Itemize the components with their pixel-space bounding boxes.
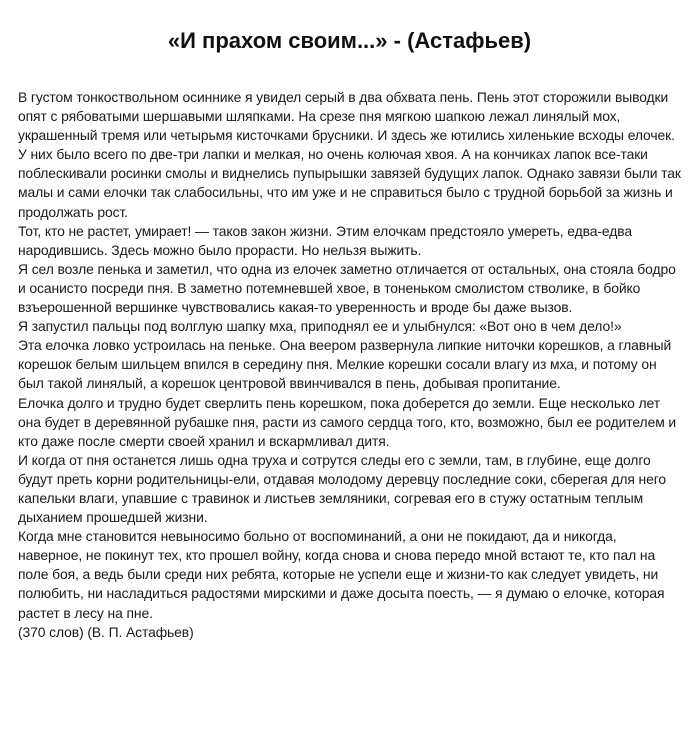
word-count-attribution: (370 слов) (В. П. Астафьев): [18, 623, 194, 640]
paragraph: Тот, кто не растет, умирает! — таков закон жизни. Этим елочкам предстояло умереть, едва-едва народившись. Здесь можно было прорасти. Но нельзя выжить.: [18, 222, 632, 258]
article-body: [18, 88, 684, 642]
paragraph: Я запустил пальцы под волглую шапку мха, приподнял ее и улыбнулся: «Вот оно в чем дело!»: [18, 318, 622, 335]
paragraph: Я сел возле пенька и заметил, что одна из елочек заметно отличается от остальных, она стояла бодро и осанисто посреди пня. В заметно потемневшей хвое, в тоненьком смолистом стволике, в бойко взъерошенной вершинке чувствовались какая-то уверенность и вроде бы даже вызов.: [18, 260, 676, 316]
paragraph: И когда от пня останется лишь одна труха и сотрутся следы его с земли, там, в глубине, еще долго будут преть корни родительницы-ели, отдавая молодому деревцу последние соки, сберегая для него капельки влаги, упавшие с травинок и листьев земляники, согревая его в стужу остатным теплым дыханием прошедшей жизни.: [18, 451, 666, 526]
page-title: «И прахом своим...» - (Астафьев): [167, 28, 532, 53]
paragraph: Эта елочка ловко устроилась на пеньке. Она веером развернула липкие ниточки корешков, а главный корешок белым шильцем впился в середину пня. Мелкие корешки сосали влагу из мха, и потому он был такой линялый, а корешок центровой ввинчивался в пень, добывая пропитание.: [18, 337, 672, 392]
paragraph: Елочка долго и трудно будет сверлить пень корешком, пока доберется до земли. Еще несколько лет она будет в деревянной рубашке пня, расти из самого сердца того, кто, возможно, был ее родителем и кто даже после смерти своей хранил и вскармливал дитя.: [18, 394, 677, 449]
paragraph: Когда мне становится невыносимо больно от воспоминаний, а они не покидают, да и никогда, наверное, не покинут тех, кто прошел войну, когда снова и снова передо мной встают те, кто пал на поле боя, а ведь были среди них ребята, которые не успели еще и жизни-то как следует увидеть, ни полюбить, ни насладиться радостями мирскими и даже досыта поесть, — я думаю о елочке, которая растет в лесу на пне.: [18, 528, 665, 621]
paragraph: В густом тонкоствольном осиннике я увидел серый в два обхвата пень. Пень этот сторожили выводки опят с рябоватыми шершавыми шляпками. На срезе пня мягкою шапкою лежал линялый мох, украшенный тремя или четырьмя кисточками брусники. И здесь же ютились хиленькие всходы елочек. У них было всего по две-три лапки и мелкая, но очень колючая хвоя. А на кончиках лапок все-таки поблескивали росинки смолы и виднелись пупырышки завязей будущих лапок. Однако завязи были так малы и сами елочки так слабосильны, что им уже и не справиться было с трудной борьбой за жизнь и продолжать рост.: [18, 89, 681, 220]
